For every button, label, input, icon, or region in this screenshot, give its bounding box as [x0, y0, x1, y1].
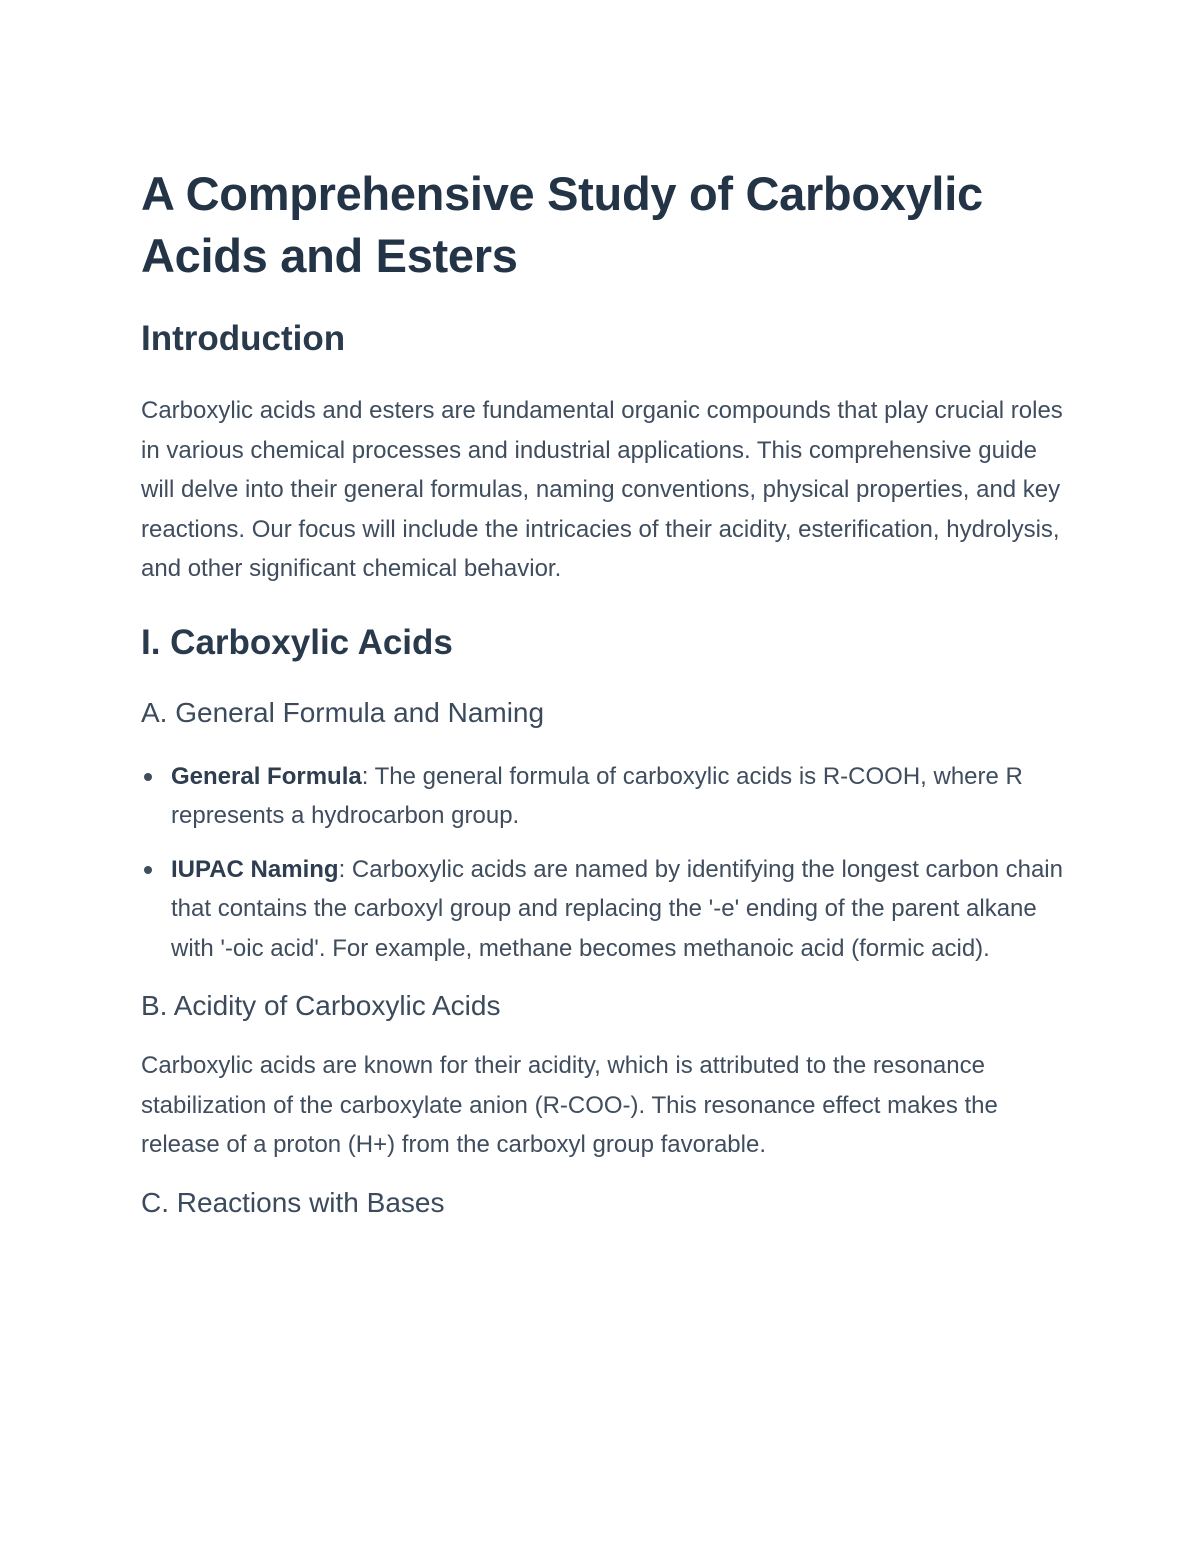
bullet-text: : Carboxylic acids are named by identifying the longest carbon chain that contains the carboxyl group and replacing the '-e' ending of the parent alkane with '-oic acid'. For example, methane becomes methanoic acid (formic acid).: [171, 855, 1063, 962]
subsection-acidity-heading: B. Acidity of Carboxylic Acids: [141, 990, 501, 1021]
subsection-general-formula-heading: A. General Formula and Naming: [141, 696, 545, 728]
subsection-reactions-with-bases-heading: C. Reactions with Bases: [141, 1186, 445, 1218]
list-item: [141, 850, 1071, 969]
list-item: [141, 757, 1071, 836]
bullet-term: IUPAC Naming: [171, 855, 339, 883]
general-formula-bullet-list: [141, 757, 1071, 969]
bullet-term: General Formula: [171, 762, 362, 790]
document-page: [141, 163, 1071, 1221]
bullet-dot-icon: [144, 866, 152, 874]
acidity-paragraph: Carboxylic acids are known for their acidity, which is attributed to the resonance stabilization of the carboxylate anion (R-COO-). This resonance effect makes the release of a proton (H+) from the carboxyl group favorable.: [141, 1052, 998, 1158]
document-title: A Comprehensive Study of Carboxylic Acids and Esters: [141, 167, 983, 282]
introduction-heading: Introduction: [141, 319, 346, 358]
bullet-text: : The general formula of carboxylic acids is R-COOH, where R represents a hydrocarbon group.: [171, 762, 1023, 829]
introduction-paragraph: Carboxylic acids and esters are fundamental organic compounds that play crucial roles in various chemical processes and industrial applications. This comprehensive guide will delve into their general formulas, naming conventions, physical properties, and key reactions. Our focus will include the intricacies of their acidity, esterification, hydrolysis, and other significant chemical behavior.: [141, 397, 1063, 582]
bullet-dot-icon: [144, 773, 152, 781]
section-carboxylic-acids-heading: I. Carboxylic Acids: [141, 622, 453, 662]
